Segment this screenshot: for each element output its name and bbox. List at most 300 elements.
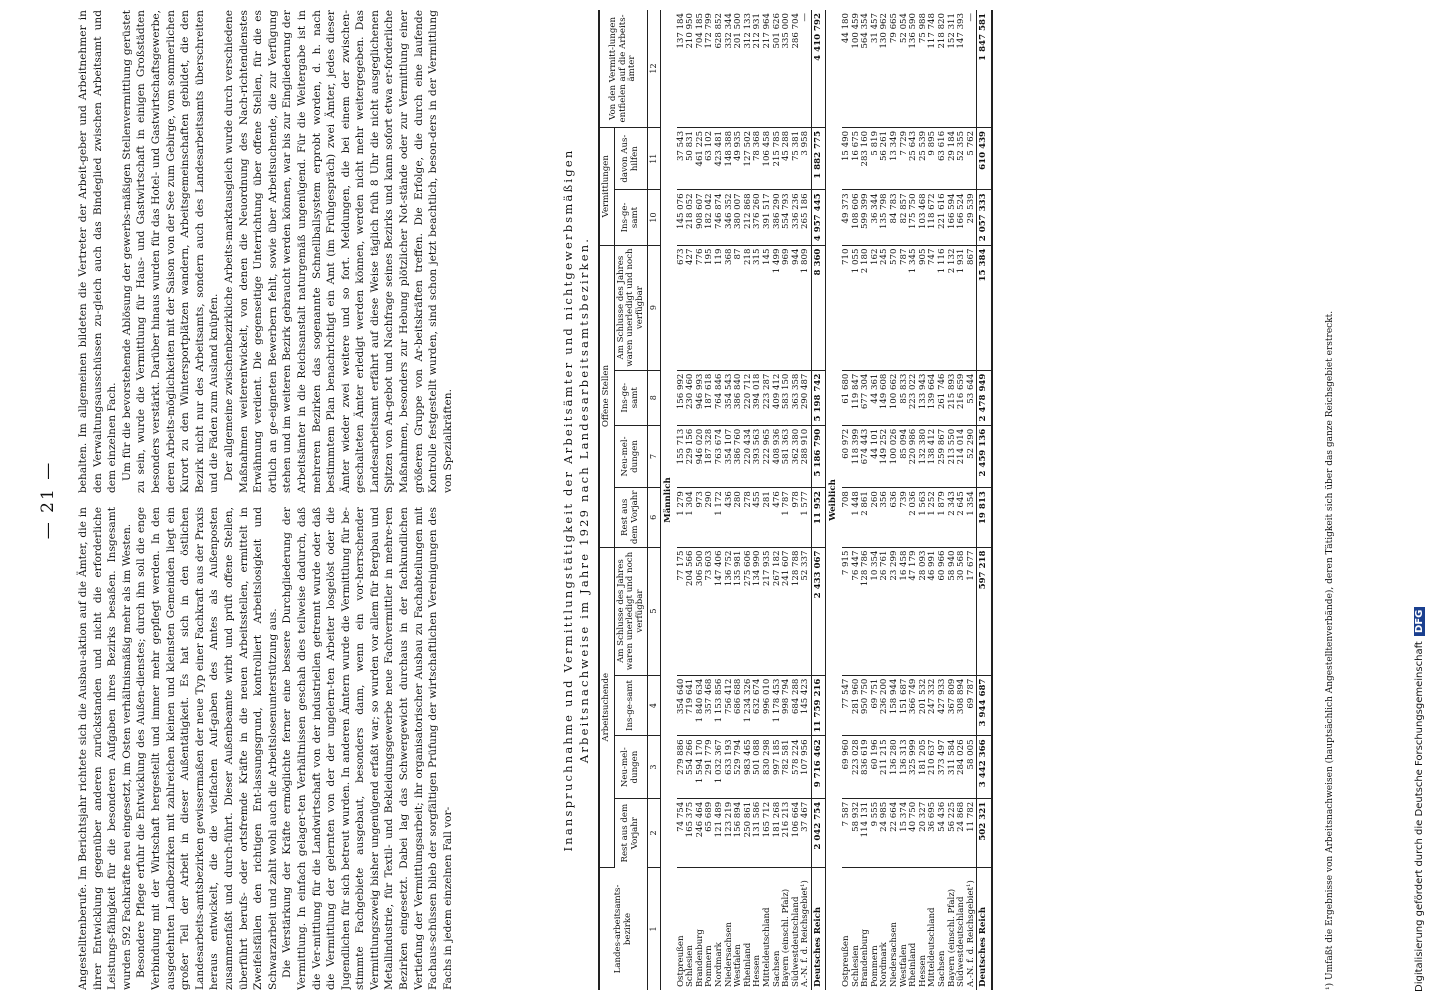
value-cell: 905 (919, 245, 929, 370)
value-cell: 5 819 (871, 127, 881, 189)
paragraph: Die Verstärkung der Kräfte ermöglichte ferner eine bessere Durchgliederung der Vermittlung. In einfach gelager-ten Verhältnissen geschah dies teilweise dadurch, daß die Ver-mittlung für die Landwirtschaft von der industriellen getrennt wurde oder daß die Vermittlung der gelernten von der der ungelern-ten Arbeiter losgelöst oder die Jugendlichen für sich betreut wurden. In anderen Ämtern wurde die Vermittlung für be-stimmte Fachgebiete ausgebaut, besonders dann, wenn ein vor-herrschender Vermittlungszweig bisher ungenügend erfaßt war; so wurden vor allem für Bergbau und Metallindustrie, für Textil- und Bekleidungsgewerbe neue Fachvermittler in mehre-ren Bezirken eingesetzt. Dabei lag das Schwergewicht durchaus in der fachkundlichen Vertiefung der Vermittlungsarbeit; ihr organisatorischer Ausbau zu Fachabteilungen mit Fachaus-schüssen blieb der sorgfältigen Prüfung der wirtschaftlichen Vereinigungen des Fachs in jedem einzelnen Fall vor- (281, 507, 454, 990)
value-cell: 362 380 (792, 425, 802, 487)
value-cell: 427 (686, 245, 696, 370)
value-cell: 106 458 (763, 127, 773, 189)
value-cell: 223 022 (909, 370, 919, 425)
table-title-line: Arbeitsnachweise im Jahre 1929 nach Landesarbeitsamtsbezirken. (577, 236, 591, 764)
value-cell: 632 674 (753, 675, 763, 736)
section-heading: Männlich (662, 477, 673, 523)
value-cell: 11 952 (811, 488, 826, 547)
value-cell: 119 (715, 245, 725, 370)
region-cell: Sachsen (937, 950, 947, 987)
value-cell: 211 215 (880, 736, 890, 798)
value-cell: 166 524 (957, 190, 967, 245)
value-cell: 312 133 (744, 10, 754, 127)
column-number-row (648, 10, 661, 990)
value-cell: 354 543 (725, 370, 735, 425)
value-cell: 564 354 (861, 10, 871, 127)
region-cell: Brandenburg (694, 929, 705, 987)
value-cell: 3 944 687 (977, 675, 992, 736)
value-cell: 220 434 (744, 425, 754, 487)
column-number: 8 (648, 370, 661, 425)
total-row (977, 10, 992, 990)
value-cell: 213 550 (948, 425, 958, 487)
value-cell: 1 153 856 (715, 675, 725, 736)
value-cell: 782 581 (782, 736, 792, 798)
value-cell: 26 761 (880, 547, 890, 675)
value-cell: 75 988 (919, 10, 929, 127)
value-cell: 502 321 (977, 798, 992, 867)
region-cell: Niedersachsen (889, 922, 900, 987)
value-cell: 9 555 (871, 798, 881, 867)
header-end: Am Schlusse des Jahres waren unerledigt und noch verfügbar (614, 547, 648, 675)
value-cell: 261 746 (938, 370, 948, 425)
region-cell: Südwestdeutschland (956, 896, 967, 987)
value-cell: 250 861 (744, 798, 754, 867)
value-cell: 1 809 (801, 245, 811, 370)
value-cell: 315 (753, 245, 763, 370)
column-number: 3 (648, 736, 661, 798)
value-cell: 217 964 (763, 10, 773, 127)
value-cell: 117 748 (928, 10, 938, 127)
value-cell: 145 076 (677, 190, 687, 245)
value-cell: 52 337 (801, 547, 811, 675)
value-cell: 280 (734, 488, 744, 547)
section-heading: Weiblich (828, 479, 839, 521)
value-cell: 56 261 (880, 127, 890, 189)
paragraph: Der allgemeine zwischenbezirkliche Arbeits-marktausgleich wurde durch verschiedene Maßnahmen weiterentwickelt, von denen die Neuordnung des Nach-richtendienstes Erwähnung verdient. Die gegenseitige Unterrichtung über offene Stellen, für die es örtlich an ge-eigneten Bewerbern fehlt, sowie über Arbeitsuchende, die zur Verfügung stehen und im weiteren Bezirk gebraucht werden können, war bis zur Eingliederung der Arbeitsämter in die Reichsanstalt naturgemäß ungenügend. Für die Weitergabe ist in mehreren Bezirken das sogenannte Schnellballsystem erprobt worden, d. h. nach bestimmtem Plan benachrichtigt ein Amt (im Frühgespräch) zwei Ämter, jedes dieser Ämter wieder zwei weitere und so fort. Meldungen, die bei einem der zwischen-geschalteten Ämter erledigt werden können, werden nicht mehr weitergegeben. Das Landesarbeitsamt erfährt auf diese Weise täglich früh 8 Uhr die nicht ausgeglichenen Spitzen von An-gebot und Nachfrage seines Bezirks und kann sofort etwa er-forderliche Maßnahmen, besonders zur Hebung plötzlicher Not-stände oder zur Vermittlung einer größeren Gruppe von Ar-beitskräften treffen. Die Erfolge, die durch eine laufende Kontrolle festgestellt wurden, sind schon jetzt beachtlich, beson-ders in der Vermittlung von Spezialkräften. (222, 10, 454, 493)
value-cell: 260 (871, 488, 881, 547)
value-cell: 1 787 (782, 488, 792, 547)
header-end: Am Schlusse des Jahres waren unerledigt und noch verfügbar (614, 245, 648, 370)
region-cell: Mitteldeutschland (927, 907, 938, 987)
section-heading-row (826, 10, 842, 990)
header-rest: Rest aus dem Vorjahr (614, 488, 648, 547)
value-cell: 24 868 (957, 798, 967, 867)
value-cell: 85 094 (900, 425, 910, 487)
value-cell: 1 234 326 (744, 675, 754, 736)
value-cell: 31 457 (871, 10, 881, 127)
region-cell: Südwestdeutschland (790, 896, 801, 987)
text-columns (76, 10, 546, 990)
value-cell: 230 460 (686, 370, 696, 425)
value-cell: 1 304 (686, 488, 696, 547)
column-number: 2 (648, 798, 661, 867)
value-cell: 7 915 (842, 547, 852, 675)
value-cell: 393 563 (753, 425, 763, 487)
value-cell: 215 785 (773, 127, 783, 189)
value-cell: 216 659 (957, 370, 967, 425)
value-cell: 408 936 (773, 425, 783, 487)
value-cell: 610 439 (977, 127, 992, 189)
value-cell: 58 940 (948, 547, 958, 675)
paragraph: Angestelltenberufe. Im Berichtsjahr richtete sich die Ausbau-aktion auf die Ämter, die in ihrer Entwicklung gegenüber anderen zurückstanden und nicht die erforderliche Leistungs-fähigkeit für die besonderen Aufgaben ihres Bezirks besaßen. Insgesamt wurden 592 Fachkräfte neu eingesetzt, im Osten verhältnismäßig mehr als im Westen. (77, 507, 133, 990)
watermark-label: Digitalisierung gefördert durch die Deutsche Forschungsgemeinschaft (1414, 641, 1425, 992)
value-cell: 49 373 (842, 190, 852, 245)
value-cell: 308 894 (957, 675, 967, 736)
value-cell: 996 010 (763, 675, 773, 736)
value-cell: 599 399 (861, 190, 871, 245)
value-cell: 15 490 (842, 127, 852, 189)
value-cell: 108 606 (852, 190, 862, 245)
region-cell: Niedersachsen (723, 922, 734, 987)
section-heading-row (660, 10, 676, 990)
value-cell: 719 641 (686, 675, 696, 736)
value-cell: 2 433 067 (811, 547, 826, 675)
value-cell: 130 962 (880, 10, 890, 127)
value-cell: 52 290 (967, 425, 977, 487)
value-cell: 212 868 (744, 190, 754, 245)
value-cell: 306 500 (696, 547, 706, 675)
value-cell: 275 606 (744, 547, 754, 675)
value-cell: 58 005 (967, 736, 977, 798)
value-cell: 684 288 (792, 675, 802, 736)
value-cell: 597 218 (977, 547, 992, 675)
value-cell: 87 (734, 245, 744, 370)
value-cell: 368 (725, 245, 735, 370)
value-cell: 1 448 (852, 488, 862, 547)
header-group-vacancies: Offene Stellen (599, 245, 614, 547)
page-number: — 21 — (38, 460, 58, 540)
value-cell: 131 586 (753, 798, 763, 867)
value-cell: 214 014 (957, 425, 967, 487)
value-cell: 128 786 (861, 547, 871, 675)
value-cell: 356 (880, 488, 890, 547)
value-cell: 354 640 (677, 675, 687, 736)
rotated-page (20, 10, 1405, 990)
value-cell: 58 932 (852, 798, 862, 867)
value-cell: 134 990 (753, 547, 763, 675)
value-cell: 220 712 (744, 370, 754, 425)
value-cell: 1 882 775 (811, 127, 826, 189)
value-cell: 501 626 (773, 10, 783, 127)
value-cell: 37 467 (801, 798, 811, 867)
value-cell: 746 874 (715, 190, 725, 245)
value-cell: 65 689 (705, 798, 715, 867)
value-cell: 181 205 (919, 736, 929, 798)
value-cell: 61 680 (842, 370, 852, 425)
column-number: 6 (648, 488, 661, 547)
region-cell: Schlesien (685, 945, 696, 987)
value-cell: 367 809 (948, 675, 958, 736)
value-cell: 123 219 (725, 798, 735, 867)
value-cell: 578 224 (792, 736, 802, 798)
value-cell: 246 464 (696, 798, 706, 867)
value-cell: 135 798 (880, 190, 890, 245)
value-cell: 288 910 (801, 425, 811, 487)
value-cell: 73 603 (705, 547, 715, 675)
value-cell: 158 944 (890, 675, 900, 736)
value-cell: 106 664 (792, 798, 802, 867)
value-cell: 1 172 (715, 488, 725, 547)
region-cell: A.-N. f. d. Reichsgebiet¹) (965, 880, 976, 987)
value-cell: 1 178 453 (773, 675, 783, 736)
value-cell: 223 028 (852, 736, 862, 798)
region-cell: Deutsches Reich (977, 868, 992, 991)
value-cell: 357 468 (705, 675, 715, 736)
value-cell: 1 032 367 (715, 736, 725, 798)
table-body (660, 10, 992, 990)
value-cell: 7 729 (900, 127, 910, 189)
value-cell: 763 674 (715, 425, 725, 487)
column-number: 9 (648, 245, 661, 370)
value-cell: 710 (842, 245, 852, 370)
column-number: 11 (648, 127, 661, 189)
value-cell: 29 184 (948, 127, 958, 189)
value-cell: 245 (880, 245, 890, 370)
value-cell: 222 965 (763, 425, 773, 487)
value-cell: 56 225 (948, 798, 958, 867)
value-cell: 156 992 (677, 370, 687, 425)
value-cell: 1 499 (773, 245, 783, 370)
value-cell: 284 026 (957, 736, 967, 798)
header-placement-aid: davon Aus-hilfen (614, 127, 648, 189)
value-cell: 286 704 (792, 10, 802, 127)
value-cell: 501 088 (753, 736, 763, 798)
value-cell: 30 568 (957, 547, 967, 675)
value-cell: 138 412 (928, 425, 938, 487)
value-cell: 218 052 (686, 190, 696, 245)
region-cell: Nordmark (713, 942, 724, 987)
value-cell: 1 577 (801, 488, 811, 547)
value-cell: 53 644 (967, 370, 977, 425)
value-cell: 1 563 (919, 488, 929, 547)
value-cell: 133 943 (919, 370, 929, 425)
value-cell: 776 (696, 245, 706, 370)
value-cell: 229 156 (686, 425, 696, 487)
header-share: Von den Vermitt-lungen entfielen auf die Arbeits-ämter (599, 10, 648, 127)
value-cell: 3 958 (801, 127, 811, 189)
dfg-watermark-text (1414, 8, 1425, 992)
value-cell: 867 (967, 245, 977, 370)
value-cell: 46 991 (928, 547, 938, 675)
value-cell: 175 750 (909, 190, 919, 245)
value-cell: 423 481 (715, 127, 725, 189)
value-cell: 3 442 366 (977, 736, 992, 798)
value-cell: 69 787 (967, 675, 977, 736)
value-cell: 5 198 742 (811, 370, 826, 425)
value-cell: 386 290 (773, 190, 783, 245)
value-cell: 1 879 (938, 488, 948, 547)
region-cell: Westfalen (898, 944, 909, 987)
region-cell: A.-N. f. d. Reichsgebiet¹) (800, 880, 811, 987)
value-cell: 36 344 (871, 190, 881, 245)
value-cell: 15 384 (977, 245, 992, 370)
value-cell: 570 (890, 245, 900, 370)
value-cell: 210 637 (928, 736, 938, 798)
value-cell: 16 675 (852, 127, 862, 189)
value-cell: 136 752 (725, 547, 735, 675)
value-cell: 17 677 (967, 547, 977, 675)
value-cell: 332 344 (725, 10, 735, 127)
value-cell: 2 645 (957, 488, 967, 547)
value-cell: 354 107 (725, 425, 735, 487)
value-cell: 165 375 (686, 798, 696, 867)
text-column-left (76, 507, 546, 990)
value-cell: 1 055 (852, 245, 862, 370)
value-cell: 107 956 (801, 736, 811, 798)
value-cell: 210 950 (686, 10, 696, 127)
value-cell: 983 465 (744, 736, 754, 798)
value-cell: 281 (763, 488, 773, 547)
value-cell: 476 (773, 488, 783, 547)
value-cell: 181 268 (773, 798, 783, 867)
region-cell: Nordmark (879, 942, 890, 987)
region-cell: Schlesien (850, 945, 861, 987)
value-cell: 127 502 (744, 127, 754, 189)
value-cell: 77 547 (842, 675, 852, 736)
value-cell: 54 436 (938, 798, 948, 867)
value-cell: 78 368 (753, 127, 763, 189)
value-cell: 836 619 (861, 736, 871, 798)
header-region: Landes-arbeitsamts-bezirke (599, 868, 648, 991)
paragraph: behalten. Im allgemeinen bildeten die Vertreter der Arbeit-geber und Arbeitnehmer in den Verwaltungsausschüssen zu-gleich auch das Bindeglied zwischen Arbeitsamt und dem einzelnen Fach. (77, 10, 119, 493)
value-cell: 147 393 (957, 10, 967, 127)
value-cell: 52 054 (900, 10, 910, 127)
value-cell: 136 280 (890, 736, 900, 798)
region-cell: Hessen (752, 954, 763, 987)
value-cell: 325 999 (909, 736, 919, 798)
value-cell: 436 (725, 488, 735, 547)
value-cell: 25 643 (909, 127, 919, 189)
value-cell: 11 782 (967, 798, 977, 867)
dfg-watermark (1414, 8, 1430, 992)
value-cell: 247 332 (928, 675, 938, 736)
value-cell: 147 406 (715, 547, 725, 675)
value-cell: 290 487 (801, 370, 811, 425)
value-cell: 10 354 (871, 547, 881, 675)
footnote: ¹) Umfaßt die Ergebnisse von Arbeitsnachweisen (hauptsächlich Angestelltenverbände), deren Tätigkeit sich über das ganze Reichsgebiet erstreckt. (1325, 310, 1335, 990)
value-cell: 739 (900, 488, 910, 547)
value-cell: 11 759 216 (811, 675, 826, 736)
value-cell: 366 749 (909, 675, 919, 736)
value-cell: 997 185 (773, 736, 783, 798)
value-cell: 29 539 (967, 190, 977, 245)
value-cell: 2 861 (861, 488, 871, 547)
column-number: 12 (648, 10, 661, 127)
value-cell: 1 345 (909, 245, 919, 370)
value-cell: 628 852 (715, 10, 725, 127)
value-cell: 84 783 (890, 190, 900, 245)
value-cell: 28 093 (919, 547, 929, 675)
value-cell: 2 180 (861, 245, 871, 370)
value-cell: — (967, 10, 977, 127)
value-cell: 136 313 (900, 736, 910, 798)
value-cell: 427 933 (938, 675, 948, 736)
value-cell: 221 616 (938, 190, 948, 245)
value-cell: 704 185 (696, 10, 706, 127)
value-cell: 118 672 (928, 190, 938, 245)
value-cell: 20 327 (919, 798, 929, 867)
value-cell: 241 607 (782, 547, 792, 675)
value-cell: 380 007 (734, 190, 744, 245)
table-title (560, 10, 592, 990)
value-cell: 1 594 170 (696, 736, 706, 798)
value-cell: 973 (696, 488, 706, 547)
value-cell: 60 972 (842, 425, 852, 487)
value-cell: 220 986 (909, 425, 919, 487)
region-cell: Rheinland (908, 942, 919, 987)
value-cell: 686 688 (734, 675, 744, 736)
value-cell: 166 594 (948, 190, 958, 245)
value-cell: 187 328 (705, 425, 715, 487)
statistics-table (598, 10, 993, 990)
value-cell: 223 287 (763, 370, 773, 425)
value-cell: 830 298 (763, 736, 773, 798)
value-cell: 998 794 (782, 675, 792, 736)
value-cell: 554 266 (686, 736, 696, 798)
value-cell: 283 160 (861, 127, 871, 189)
value-cell: 60 196 (871, 736, 881, 798)
value-cell: 63 616 (938, 127, 948, 189)
value-cell: 529 794 (734, 736, 744, 798)
region-cell: Pommern (869, 945, 880, 987)
value-cell: 165 712 (763, 798, 773, 867)
value-cell: 201 532 (919, 675, 929, 736)
value-cell: 2 036 (909, 488, 919, 547)
table-title-line: Inanspruchnahme und Vermittlungstätigkeit der Arbeitsämter und nichtgewerbsmäßigen (561, 148, 575, 852)
value-cell: 74 754 (677, 798, 687, 867)
region-cell: Hessen (917, 954, 928, 987)
value-cell: 145 423 (801, 675, 811, 736)
value-cell: 9 716 462 (811, 736, 826, 798)
value-cell: 13 349 (890, 127, 900, 189)
header-total: Ins-ge-samt (614, 675, 648, 736)
text-column-right (76, 10, 546, 493)
value-cell: 45 288 (782, 127, 792, 189)
value-cell: 281 960 (852, 675, 862, 736)
value-cell: 636 (890, 488, 900, 547)
value-cell: 554 793 (782, 190, 792, 245)
header-new: Neu-mel-dungen (614, 425, 648, 487)
value-cell: 2 042 754 (811, 798, 826, 867)
value-cell: 946 020 (696, 425, 706, 487)
value-cell: 44 180 (842, 10, 852, 127)
region-cell: Bayern (einschl. Pfalz) (946, 888, 957, 987)
value-cell: 1 116 (938, 245, 948, 370)
value-cell: 195 (705, 245, 715, 370)
value-cell: 1 279 (677, 488, 687, 547)
region-cell: Brandenburg (860, 929, 871, 987)
value-cell: 311 584 (948, 736, 958, 798)
value-cell: 259 867 (938, 425, 948, 487)
value-cell: 145 (763, 245, 773, 370)
header-rest: Rest aus dem Vorjahr (614, 798, 648, 867)
value-cell: 236 200 (880, 675, 890, 736)
value-cell: 279 886 (677, 736, 687, 798)
value-cell: 4 957 445 (811, 190, 826, 245)
value-cell: 139 664 (928, 370, 938, 425)
value-cell: 82 857 (900, 190, 910, 245)
value-cell: 204 566 (686, 547, 696, 675)
column-number: 4 (648, 675, 661, 736)
value-cell: 149 608 (880, 370, 890, 425)
value-cell: 265 186 (801, 190, 811, 245)
column-number: 1 (648, 868, 661, 991)
value-cell: 978 (792, 488, 802, 547)
value-cell: 1 840 634 (696, 675, 706, 736)
value-cell: 1 931 (957, 245, 967, 370)
value-cell: 103 468 (919, 190, 929, 245)
value-cell: 22 664 (890, 798, 900, 867)
value-cell: 950 750 (861, 675, 871, 736)
region-cell: Westfalen (733, 944, 744, 987)
value-cell: 373 497 (938, 736, 948, 798)
value-cell: 63 102 (705, 127, 715, 189)
value-cell: 946 993 (696, 370, 706, 425)
region-cell: Sachsen (771, 950, 782, 987)
header-placement-total: Ins-ge-samt (614, 190, 648, 245)
